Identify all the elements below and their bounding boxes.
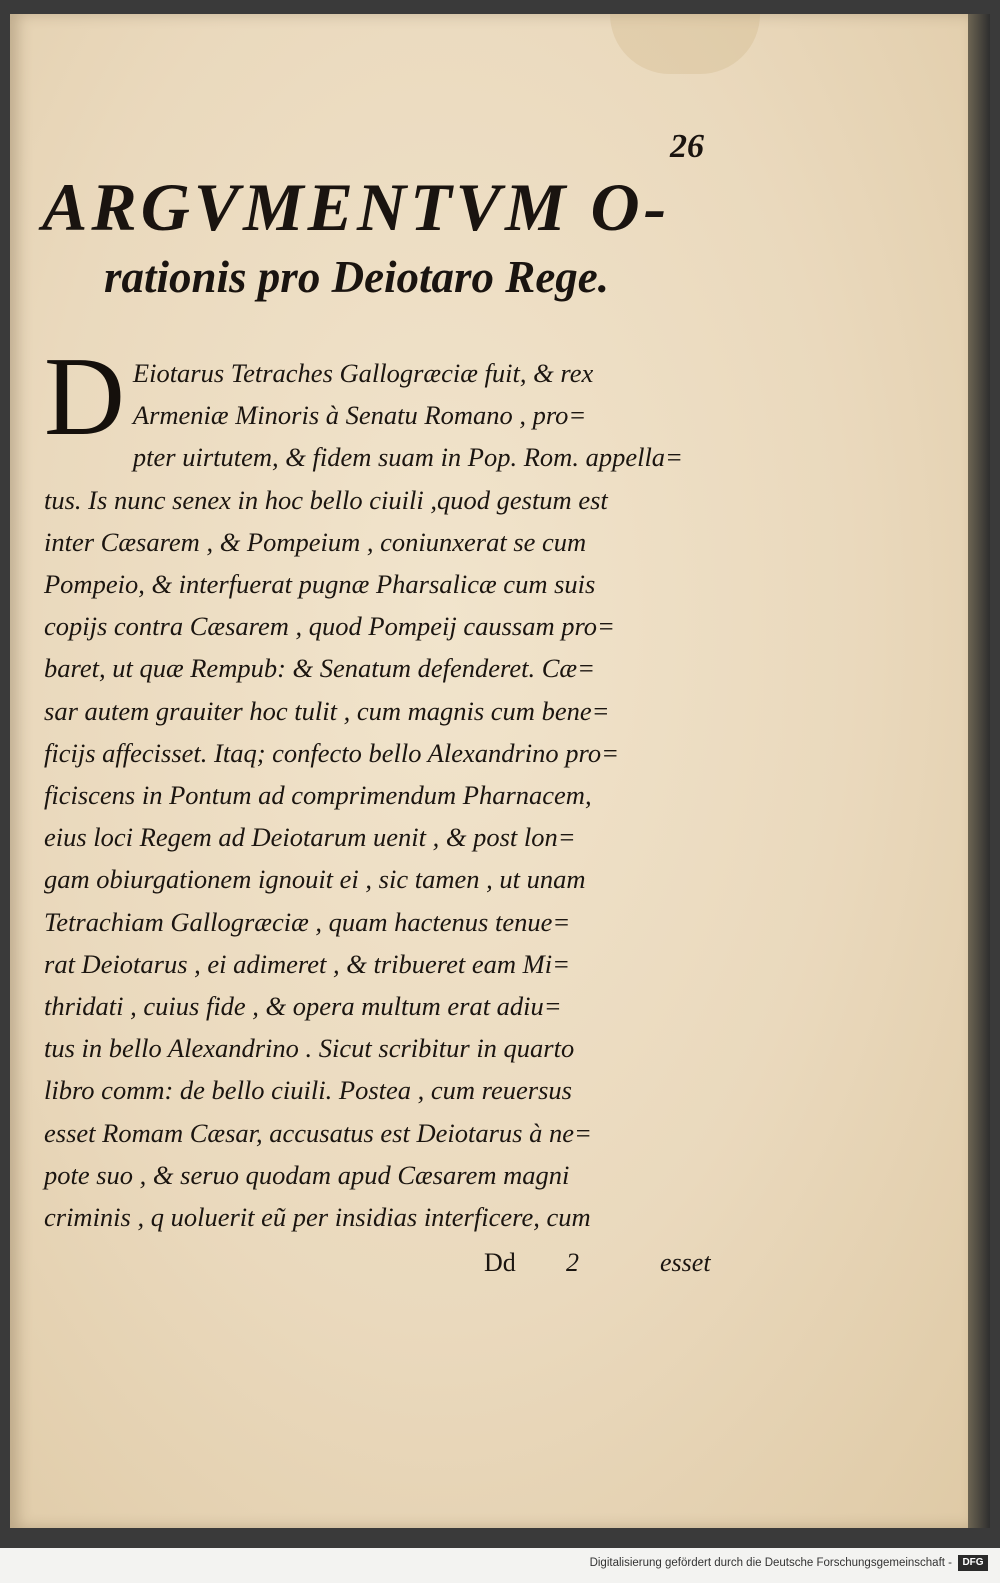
text-line: pter uirtutem, & fidem suam in Pop. Rom. appella= bbox=[132, 442, 683, 473]
text-line: tus. Is nunc senex in hoc bello ciuili ,quod gestum est bbox=[44, 484, 608, 515]
text-line: Pompeio, & interfuerat pugnæ Pharsalicæ cum suis bbox=[44, 569, 596, 600]
digitization-credit: Digitalisierung gefördert durch die Deutsche Forschungsgemeinschaft - bbox=[589, 1557, 952, 1569]
page-number: 26 bbox=[670, 128, 704, 165]
text-line: inter Cæsarem , & Pompeium , coniunxerat se cum bbox=[44, 526, 587, 557]
page-stain bbox=[610, 14, 760, 74]
text-line: criminis , q uoluerit eũ per insidias interficere, cum bbox=[44, 1202, 591, 1233]
catchword: esset bbox=[660, 1248, 711, 1277]
body-text bbox=[44, 335, 724, 1238]
text-line: copijs contra Cæsarem , quod Pompeij caussam pro= bbox=[44, 611, 615, 642]
text-line: pote suo , & seruo quodam apud Cæsarem magni bbox=[44, 1159, 570, 1190]
text-line: baret, ut quæ Rempub: & Senatum defenderet. Cæ= bbox=[44, 653, 595, 684]
text-line: eius loci Regem ad Deiotarum uenit , & post lon= bbox=[44, 822, 576, 853]
text-line: tus in bello Alexandrino . Sicut scribitur in quarto bbox=[44, 1033, 575, 1064]
book-edge bbox=[968, 14, 990, 1528]
text-line: esset Romam Cæsar, accusatus est Deiotarus à ne= bbox=[44, 1117, 592, 1148]
text-line: sar autem grauiter hoc tulit , cum magnis cum bene= bbox=[44, 695, 610, 726]
text-line: Tetrachiam Gallogræciæ , quam hactenus tenue= bbox=[44, 906, 571, 937]
text-line: Eiotarus Tetraches Gallogræciæ fuit, & rex bbox=[132, 358, 594, 388]
text-line: ficiscens in Pontum ad comprimendum Pharnacem, bbox=[44, 780, 592, 811]
title-line-1: ARGVMENTVM O- bbox=[42, 169, 671, 245]
text-line: libro comm: de bello ciuili. Postea , cum reuersus bbox=[44, 1075, 572, 1106]
text-line: Armeniæ Minoris à Senatu Romano , pro= bbox=[132, 400, 587, 431]
signature-number: 2 bbox=[566, 1248, 579, 1277]
dfg-logo: DFG bbox=[958, 1555, 988, 1571]
text-line: gam obiurgationem ignouit ei , sic tamen , ut unam bbox=[44, 864, 586, 895]
text-line: ficijs affecisset. Itaq; confecto bello Alexandrino pro= bbox=[44, 737, 620, 768]
signature-mark: Dd bbox=[484, 1248, 516, 1277]
title-line-2: rationis pro Deiotaro Rege. bbox=[104, 252, 610, 302]
drop-cap: D bbox=[44, 335, 125, 459]
text-line: thridati , cuius fide , & opera multum erat adiu= bbox=[44, 991, 562, 1022]
page-title bbox=[42, 168, 722, 308]
text-line: rat Deiotarus , ei adimeret , & tribueret eam Mi= bbox=[44, 948, 570, 979]
